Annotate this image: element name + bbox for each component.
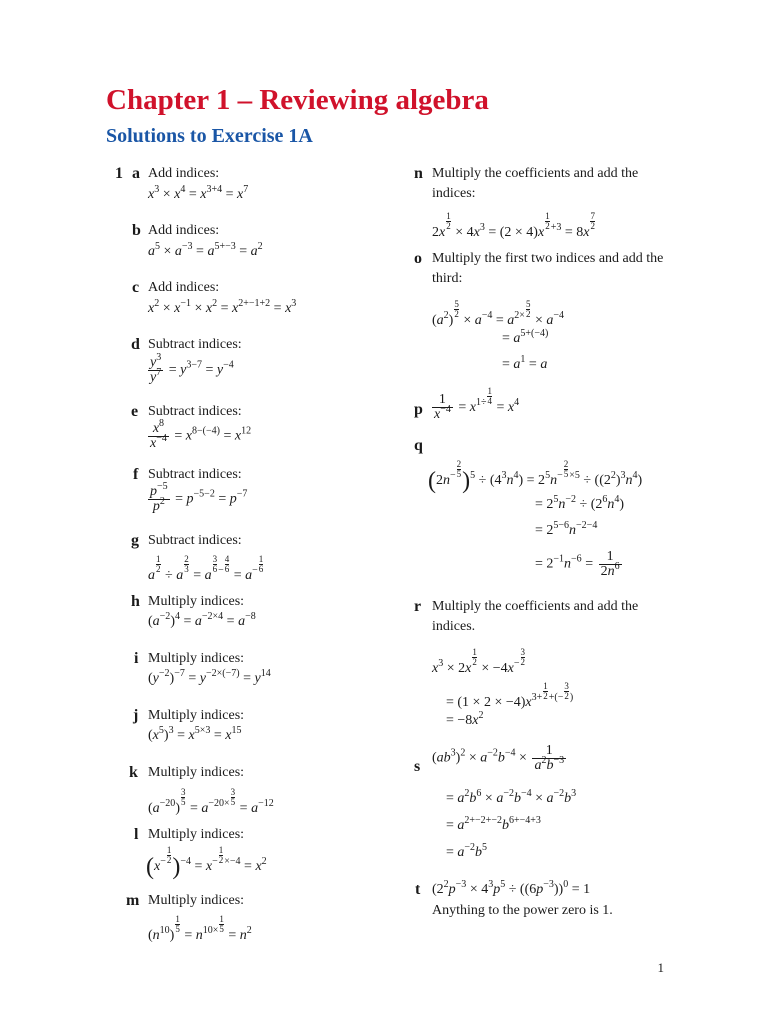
working-b: $a^5 \times a^{-3} = a^{5+-3} = a^2$ (148, 241, 263, 259)
note-t: Anything to the power zero is 1. (432, 903, 613, 918)
working-t: ($2^2p^{-3} \times 4^3p^5 \div ((6p^{-3}))^0 = 1$ (432, 879, 591, 897)
part-label-r: r (414, 598, 422, 615)
working-q-line1: (2n− $\frac{2}{5}$ )$^5 \div (4^3n^4) = 2^5n^-$ $\frac{2}{5}$ $^{\times 5} \div ((2^2)^3n^4)$ (428, 459, 643, 494)
part-label-n: n (414, 165, 423, 182)
instruction-o: Multiply the first two indices and add the third: (432, 251, 664, 286)
instruction-f: Subtract indices: (148, 467, 242, 482)
part-label-e: e (131, 403, 139, 420)
instruction-e: Subtract indices: (148, 404, 242, 419)
part-label-s: s (414, 758, 421, 775)
instruction-n: Multiply the coefficients and add the indices: (432, 166, 639, 201)
instruction-k: Multiply indices: (148, 765, 245, 780)
working-r-line3: = $-8x^2$ (446, 710, 484, 728)
working-q-line3: = $2^{5-6}n^{-2-4}$ (535, 520, 598, 538)
working-q-line4: = $2^{-1}n^{-6}$ = $\frac{1}{2n^6}$ (535, 549, 620, 579)
part-label-k: k (129, 764, 138, 781)
part-label-t: t (415, 881, 421, 898)
instruction-r: Multiply the coefficients and add the indices. (432, 599, 639, 634)
working-o-line3: = $a^1 = a$ (502, 354, 548, 372)
working-c: $x^2 \times x^{-1} \times x^2 = x^{2+-1+2} = x^3$ (148, 298, 297, 316)
working-o-line1: $(a^2)$ $\frac{5}{2}$ × $a^{-4} = a^{2\times}$ $\frac{5}{2}$ × $a^{-4}$ (432, 299, 564, 328)
instruction-j: Multiply indices: (148, 708, 245, 723)
part-label-d: d (131, 336, 140, 353)
instruction-a: Add indices: (148, 166, 220, 181)
instruction-m: Multiply indices: (148, 893, 245, 908)
working-d: $\frac{y^3}{y^7}$ = $y^{3-7} = y^{-4}$ (150, 352, 234, 385)
working-a: $x^3 \times x^4 = x^{3+4} = x^7$ (148, 184, 249, 202)
part-label-h: h (131, 593, 140, 610)
part-label-j: j (133, 707, 139, 724)
working-s-line4: = $a^{-2}b^5$ (446, 842, 488, 860)
part-label-p: p (414, 401, 423, 418)
working-s-line3: = $a^{2+-2+-2}b^{6+-4+3}$ (446, 815, 541, 833)
chapter-title: Chapter 1 – Reviewing algebra (106, 84, 489, 116)
part-label-q: q (414, 437, 423, 454)
working-n: 2x $\frac{1}{2}$ × $4x^3 = (2 \times 4)x$ $\frac{1}{2}$ $^{+3}$ = 8x $\frac{7}{2}$ (432, 211, 595, 240)
instruction-b: Add indices: (148, 223, 220, 238)
question-number: 1 (115, 165, 123, 182)
working-j: $(x^5)^3 = x^{5\times 3} = x^{15}$ (148, 725, 242, 743)
working-i: $(y^{-2})^{-7} = y^{-2\times(-7)} = y^{14}$ (148, 668, 271, 686)
instruction-d: Subtract indices: (148, 337, 242, 352)
part-label-l: l (134, 826, 139, 843)
working-l: (x− $\frac{1}{2}$ )$^{-4}$ = x− $\frac{1}{2}$ $^{\times-4} = x^2$ (146, 845, 267, 880)
instruction-g: Subtract indices: (148, 533, 242, 548)
instruction-l: Multiply indices: (148, 827, 245, 842)
part-label-a: a (132, 165, 140, 182)
working-r-line2: = $(1 \times 2 \times -4)x^{3+}$ $\frac{1}{2}$ +(− $\frac{3}{2}$ ) (446, 681, 574, 710)
exercise-title: Solutions to Exercise 1A (106, 125, 313, 147)
working-s-line2: = $a^2b^6 \times a^{-2}b^{-4} \times a^{-2}b^3$ (446, 788, 577, 806)
working-m: $(n^{10})$ $\frac{1}{5}$ = $n^{10\times}$ $\frac{1}{5}$ = $n^2$ (148, 914, 252, 943)
working-k: $(a^{-20})$ $\frac{3}{5}$ = $a^{-20\times}$ $\frac{3}{5}$ = $a^{-12}$ (148, 787, 274, 816)
working-s-line1: $(ab^3)^2 \times a^{-2}b^{-4}$ × $\frac{1}{a^2b^{-3}}$ (432, 743, 565, 773)
part-label-c: c (132, 279, 140, 296)
part-label-g: g (131, 532, 139, 549)
working-r-line1: $x^3 \times 2x$ $\frac{1}{2}$ × −4x− $\frac{3}{2}$ (432, 647, 525, 676)
page-number: 1 (657, 960, 664, 975)
part-label-i: i (134, 650, 139, 667)
part-label-b: b (132, 222, 141, 239)
working-e: $\frac{x^8}{x^{-4}}$ = $x^{8-(-4)} = x^{12}$ (150, 418, 252, 451)
part-label-o: o (414, 250, 422, 267)
instruction-i: Multiply indices: (148, 651, 245, 666)
instruction-c: Add indices: (148, 280, 220, 295)
working-g: a $\frac{1}{2}$ ÷ a $\frac{2}{3}$ = a $\frac{3}{6}$ − $\frac{4}{6}$ = a− $\frac{1}{6}$ (148, 554, 264, 583)
working-q-line2: = $2^5n^{-2} \div (2^6n^4)$ (535, 494, 625, 512)
working-o-line2: = $a^{5+(-4)}$ (502, 328, 549, 346)
working-h: $(a^{-2})^4 = a^{-2\times 4} = a^{-8}$ (148, 611, 256, 629)
part-label-f: f (133, 466, 139, 483)
part-label-m: m (126, 892, 140, 909)
instruction-h: Multiply indices: (148, 594, 245, 609)
working-p: $\frac{1}{x^{-4}}$ = $x^{1\div}$ $\frac{1}{4}$ = $x^4$ (434, 386, 520, 423)
working-f: $\frac{p^{-5}}{p^2}$ = $p^{-5-2} = p^{-7}$ (150, 481, 248, 514)
